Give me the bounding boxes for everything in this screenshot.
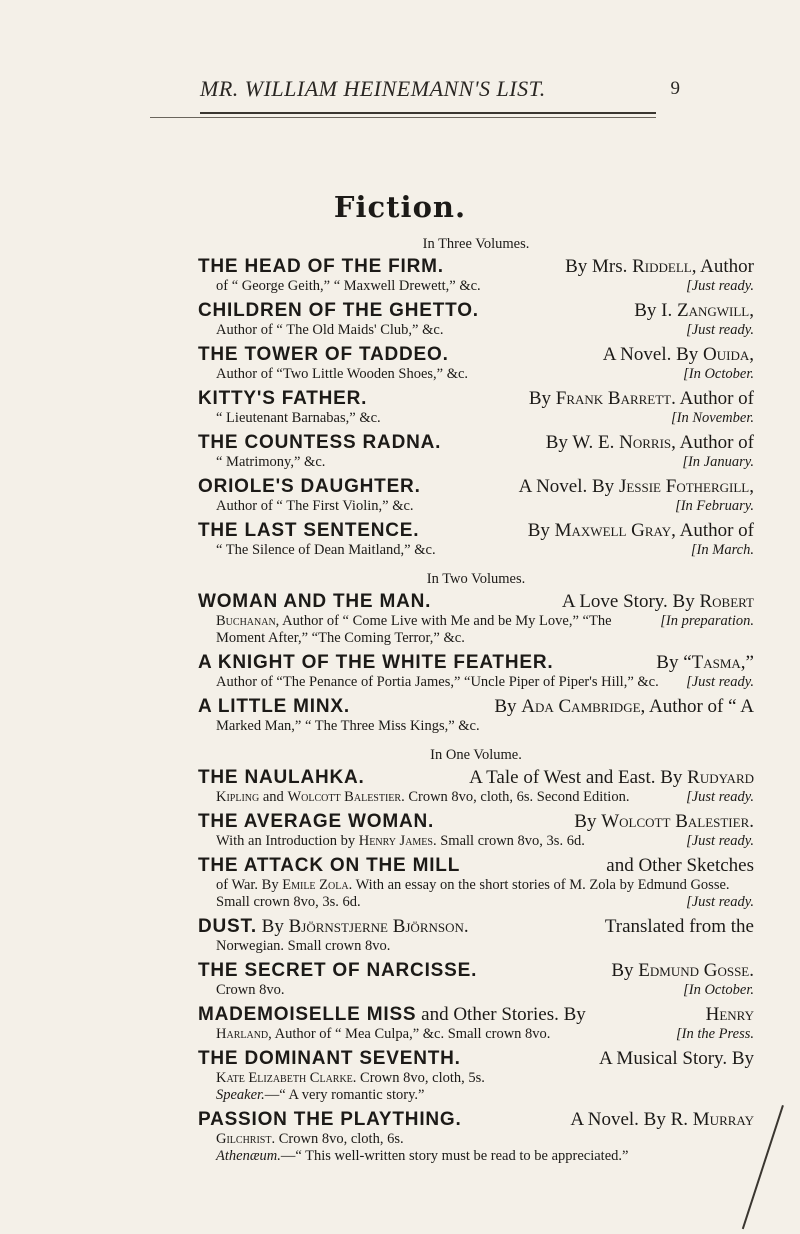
book-details: “ The Silence of Dean Maitland,” &c. (216, 542, 436, 558)
book-details: of “ George Geith,” “ Maxwell Drewett,” &c. (216, 278, 481, 294)
book-title: THE HEAD OF THE FIRM. (198, 256, 444, 277)
list-item (198, 959, 754, 999)
group-heading-two-volumes: In Two Volumes. (426, 571, 526, 587)
list-item (198, 1003, 754, 1043)
book-title: DUST. (198, 916, 257, 937)
byline: A Love Story. By (561, 591, 695, 612)
book-title: THE TOWER OF TADDEO. (198, 344, 449, 365)
book-title: ORIOLE'S DAUGHTER. (198, 476, 421, 497)
page-number: 9 (670, 78, 680, 99)
byline: A Musical Story. By (599, 1048, 754, 1069)
book-title: THE SECRET OF NARCISSE. (198, 960, 478, 981)
book-title: MADEMOISELLE MISS (198, 1004, 417, 1025)
byline: A Novel. By R. (570, 1109, 689, 1130)
list-item (198, 695, 754, 735)
author-name-continued: Harland, (216, 1026, 272, 1042)
list-item (198, 255, 754, 295)
author-name-continued: Kipling (216, 789, 260, 805)
byline-after: Author (700, 256, 754, 277)
header-rule (200, 112, 656, 114)
byline-after: Author of (679, 432, 754, 453)
book-details: Norwegian. Small crown 8vo. (216, 938, 391, 954)
status: [In the Press. (676, 1026, 754, 1042)
book-title: THE ATTACK ON THE MILL (198, 855, 461, 876)
book-details: Crown 8vo, cloth, 6s. (278, 1131, 404, 1147)
book-title: THE NAULAHKA. (198, 767, 365, 788)
book-title: WOMAN AND THE MAN. (198, 591, 432, 612)
book-details: Author of “ Come Live with Me and be My Love,” “The Moment After,” “The Coming Terror,” &c. (216, 613, 612, 646)
book-title: PASSION THE PLAYTHING. (198, 1109, 462, 1130)
byline: By I. (634, 300, 673, 321)
byline: By W. E. (545, 432, 615, 453)
status: [In February. (675, 498, 754, 514)
running-title: MR. WILLIAM HEINEMANN'S LIST. (200, 76, 546, 101)
book-title: THE LAST SENTENCE. (198, 520, 420, 541)
book-details-intro: of War. By (216, 877, 279, 893)
byline: A Tale of West and East. By (469, 767, 683, 788)
list-item (198, 766, 754, 806)
author-name: Tasma,” (691, 652, 754, 673)
status: [Just ready. (686, 894, 754, 910)
book-details: “ Lieutenant Barnabas,” &c. (216, 410, 381, 426)
list-item (198, 651, 754, 691)
list-item (198, 1047, 754, 1104)
list-item (198, 387, 754, 427)
status: [In preparation. (660, 613, 754, 629)
book-details: Author of “The Penance of Portia James,” “Uncle Piper of Piper's Hill,” &c. (216, 674, 659, 690)
byline: By (527, 520, 550, 541)
list-item (198, 915, 754, 955)
group-heading-three-volumes: In Three Volumes. (422, 236, 530, 252)
review-source: Athenæum. (216, 1148, 281, 1164)
list-item (198, 519, 754, 559)
status: [In October. (683, 366, 754, 382)
review-quote: —“ This well-written story must be read to be appreciated.” (280, 1148, 629, 1164)
group-heading-one-volume: In One Volume. (430, 747, 522, 763)
byline-after: Author of (679, 388, 754, 409)
status: [Just ready. (686, 674, 754, 690)
co-author-name: Wolcott Balestier. (287, 789, 405, 805)
author-name: Henry (705, 1004, 754, 1025)
byline: A Novel. By (518, 476, 615, 497)
status: [Just ready. (686, 278, 754, 294)
author-name-continued: Gilchrist. (216, 1131, 276, 1147)
book-details: With an essay on the short stories of M. Zola by Edmund Gosse. Small crown 8vo, 3s. 6d. (216, 877, 730, 910)
review-quote: —“ A very romantic story.” (264, 1087, 425, 1103)
author-name: Björnstjerne Björnson. (288, 916, 469, 937)
book-title: THE DOMINANT SEVENTH. (198, 1048, 461, 1069)
byline: By “ (656, 652, 692, 673)
book-title: THE AVERAGE WOMAN. (198, 811, 435, 832)
book-details: Author of “ The First Violin,” &c. (216, 498, 414, 514)
header-rule-thin (150, 117, 656, 118)
list-item (198, 1108, 754, 1165)
book-details: Crown 8vo. (216, 982, 285, 998)
byline-after: Translated from the (604, 916, 754, 937)
byline: By (261, 916, 284, 937)
book-details-intro: With an Introduction by (216, 833, 356, 849)
conjunction: and (262, 789, 284, 805)
list-item (198, 854, 754, 911)
author-name: Ouida, (703, 344, 754, 365)
author-name: Murray (692, 1109, 754, 1130)
status: [In March. (690, 542, 754, 558)
running-header (200, 76, 680, 116)
byline: By (528, 388, 551, 409)
book-details: Crown 8vo, cloth, 6s. Second Edition. (408, 789, 630, 805)
author-name: Edmund Gosse. (638, 960, 754, 981)
byline: and Other Stories. By (421, 1004, 586, 1025)
section-title: Fiction. (333, 190, 467, 224)
author-name: Riddell, (632, 256, 697, 277)
introducer-name: Henry James. (358, 833, 437, 849)
list-item (198, 810, 754, 850)
byline: and Other Sketches (606, 855, 754, 876)
byline: By (494, 696, 517, 717)
byline: By (611, 960, 634, 981)
status: [Just ready. (686, 789, 754, 805)
author-name: Maxwell Gray, (554, 520, 676, 541)
byline: A Novel. By (602, 344, 699, 365)
author-name-continued: Buchanan, (216, 613, 280, 629)
list-item (198, 431, 754, 471)
status: [In January. (682, 454, 754, 470)
status: [Just ready. (686, 833, 754, 849)
list-item (198, 475, 754, 515)
author-name: Emile Zola. (282, 877, 353, 893)
list-item (198, 299, 754, 339)
author-name: Kate Elizabeth Clarke. (216, 1070, 357, 1086)
book-details: Marked Man,” “ The Three Miss Kings,” &c. (216, 718, 480, 734)
author-name: Rudyard (687, 767, 754, 788)
author-name: Robert (699, 591, 754, 612)
author-name: Norris, (619, 432, 676, 453)
book-details: Author of “Two Little Wooden Shoes,” &c. (216, 366, 469, 382)
book-list (198, 232, 754, 1169)
book-details: Author of “ The Old Maids' Club,” &c. (216, 322, 444, 338)
author-name: Wolcott Balestier. (601, 811, 754, 832)
book-title: A LITTLE MINX. (198, 696, 350, 717)
status: [Just ready. (686, 322, 754, 338)
book-title: KITTY'S FATHER. (198, 388, 368, 409)
list-item (198, 343, 754, 383)
status: [In October. (683, 982, 754, 998)
author-name: Ada Cambridge, (521, 696, 646, 717)
review-source: Speaker. (216, 1087, 265, 1103)
book-title: CHILDREN OF THE GHETTO. (198, 300, 479, 321)
book-details: Small crown 8vo, 3s. 6d. (440, 833, 585, 849)
byline-after: Author of (679, 520, 754, 541)
byline-after: Author of “ A (648, 696, 754, 717)
status: [In November. (671, 410, 754, 426)
byline: By (574, 811, 597, 832)
book-title: THE COUNTESS RADNA. (198, 432, 442, 453)
book-details: Crown 8vo, cloth, 5s. (360, 1070, 485, 1086)
list-item (198, 590, 754, 647)
book-title: A KNIGHT OF THE WHITE FEATHER. (198, 652, 554, 673)
author-name: Jessie Fothergill, (618, 476, 754, 497)
book-details: Author of “ Mea Culpa,” &c. Small crown 8vo. (274, 1026, 551, 1042)
author-name: Frank Barrett. (555, 388, 676, 409)
byline: By Mrs. (565, 256, 628, 277)
book-details: “ Matrimony,” &c. (216, 454, 326, 470)
author-name: Zangwill, (676, 300, 754, 321)
